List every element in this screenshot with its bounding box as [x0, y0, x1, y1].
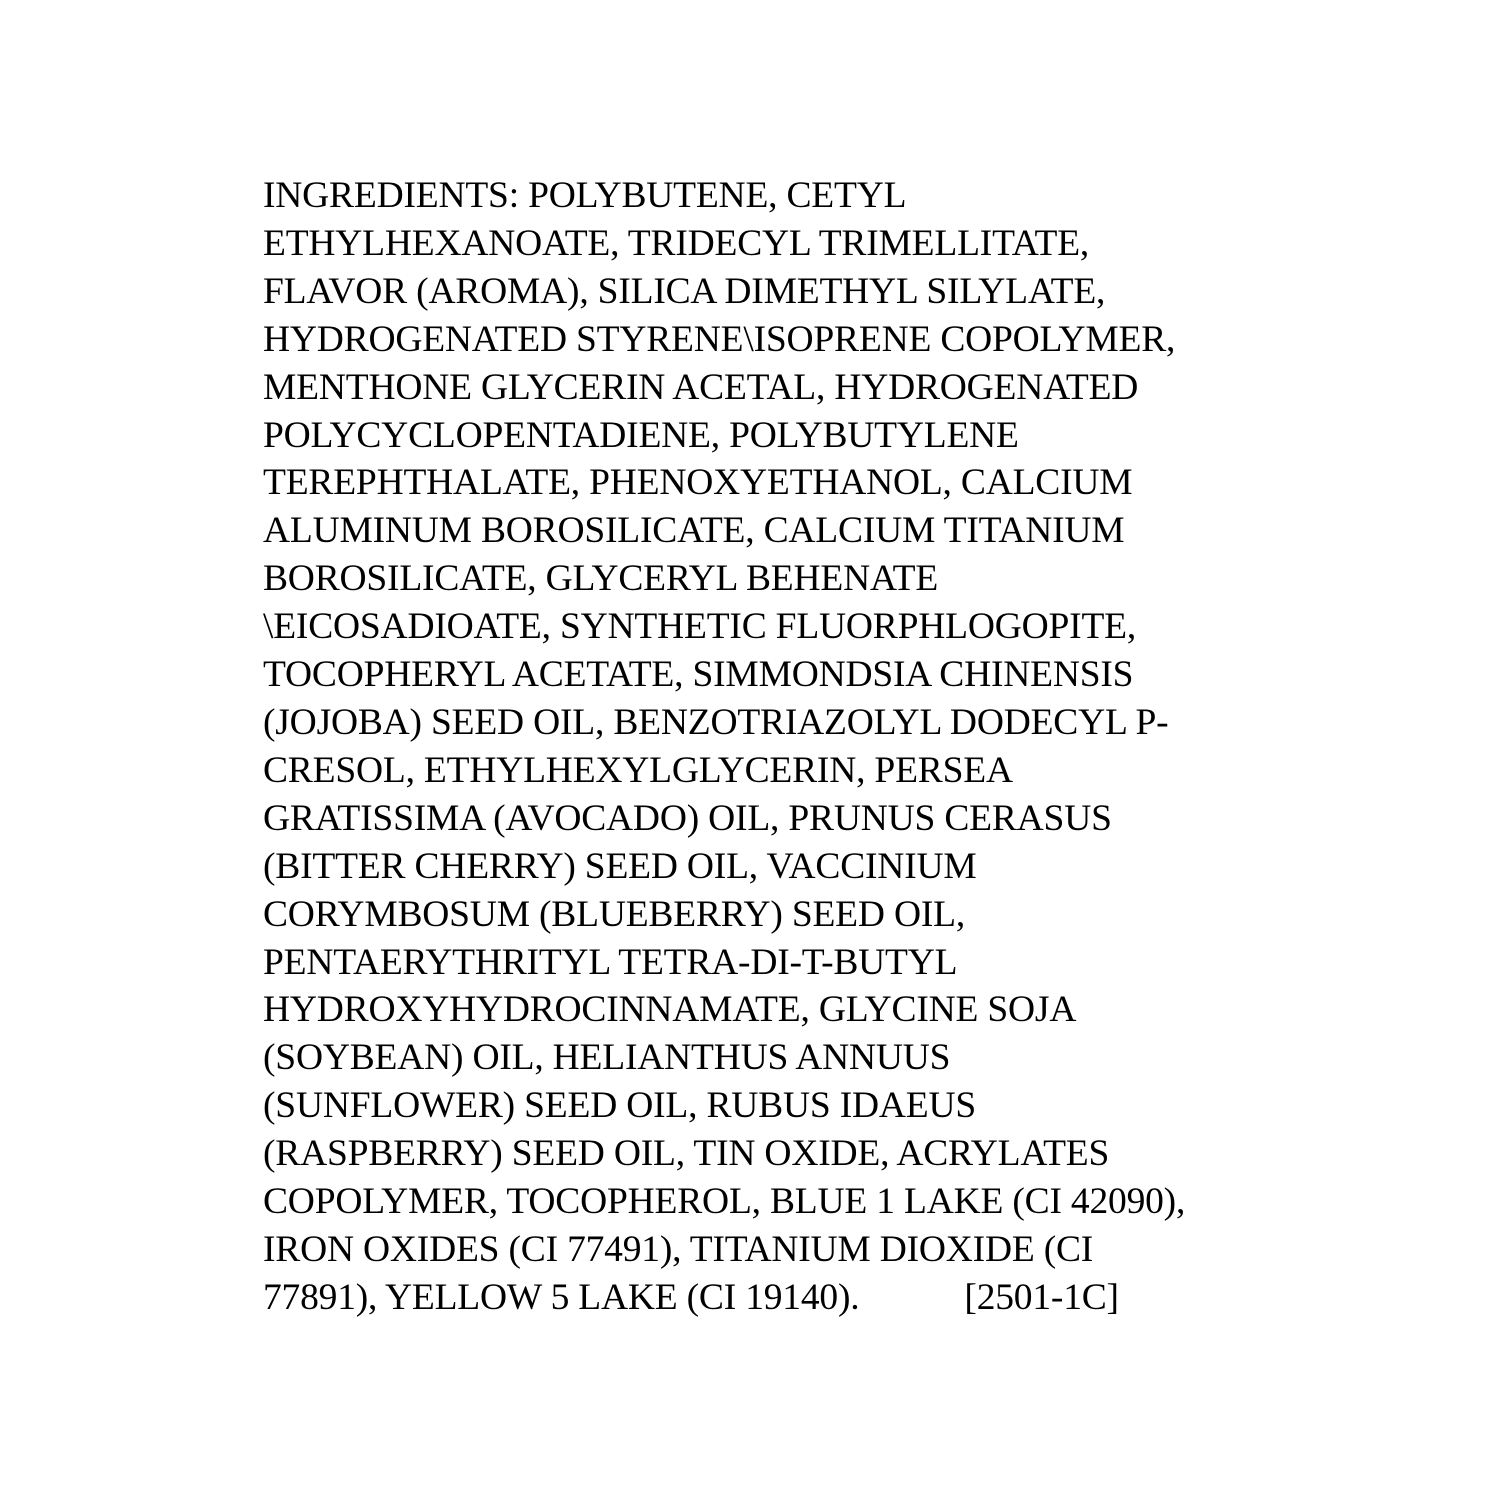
ingredients-line: IRON OXIDES (CI 77491), TITANIUM DIOXIDE (CI: [263, 1228, 1094, 1270]
ingredients-line: COPOLYMER, TOCOPHEROL, BLUE 1 LAKE (CI 42090),: [263, 1181, 1186, 1223]
ingredients-line: MENTHONE GLYCERIN ACETAL, HYDROGENATED: [263, 366, 1139, 408]
ingredients-line: BOROSILICATE, GLYCERYL BEHENATE: [263, 558, 939, 600]
ingredients-last-line: [263, 1274, 1423, 1322]
ingredients-line: 77891), YELLOW 5 LAKE (CI 19140).: [263, 1276, 860, 1318]
ingredients-line: INGREDIENTS: POLYBUTENE, CETYL: [263, 175, 907, 216]
ingredients-line: TEREPHTHALATE, PHENOXYETHANOL, CALCIUM: [263, 462, 1133, 504]
ingredients-line: ALUMINUM BOROSILICATE, CALCIUM TITANIUM: [263, 510, 1125, 552]
ingredients-line: (BITTER CHERRY) SEED OIL, VACCINIUM: [263, 845, 977, 887]
ingredients-line: (SOYBEAN) OIL, HELIANTHUS ANNUUS: [263, 1037, 951, 1079]
ingredients-line: (SUNFLOWER) SEED OIL, RUBUS IDAEUS: [263, 1085, 976, 1127]
batch-code: [2501-1C]: [964, 1276, 1119, 1318]
ingredients-line: (JOJOBA) SEED OIL, BENZOTRIAZOLYL DODECYL P-: [263, 701, 1169, 743]
ingredients-line: CRESOL, ETHYLHEXYLGLYCERIN, PERSEA: [263, 749, 1013, 791]
ingredients-line: GRATISSIMA (AVOCADO) OIL, PRUNUS CERASUS: [263, 797, 1112, 839]
ingredients-line: CORYMBOSUM (BLUEBERRY) SEED OIL,: [263, 893, 965, 935]
ingredients-list: [263, 172, 1423, 1322]
ingredients-line: TOCOPHERYL ACETATE, SIMMONDSIA CHINENSIS: [263, 654, 1134, 696]
ingredients-line: HYDROGENATED STYRENE\ISOPRENE COPOLYMER,: [263, 318, 1176, 360]
ingredients-line: (RASPBERRY) SEED OIL, TIN OXIDE, ACRYLATES: [263, 1133, 1110, 1175]
ingredients-line: \EICOSADIOATE, SYNTHETIC FLUORPHLOGOPITE,: [263, 606, 1137, 648]
ingredients-line: HYDROXYHYDROCINNAMATE, GLYCINE SOJA: [263, 989, 1077, 1031]
ingredients-line: POLYCYCLOPENTADIENE, POLYBUTYLENE: [263, 414, 1019, 456]
ingredients-line: PENTAERYTHRITYL TETRA-DI-T-BUTYL: [263, 941, 958, 983]
ingredients-line: FLAVOR (AROMA), SILICA DIMETHYL SILYLATE,: [263, 270, 1106, 312]
ingredients-line: ETHYLHEXANOATE, TRIDECYL TRIMELLITATE,: [263, 222, 1090, 264]
